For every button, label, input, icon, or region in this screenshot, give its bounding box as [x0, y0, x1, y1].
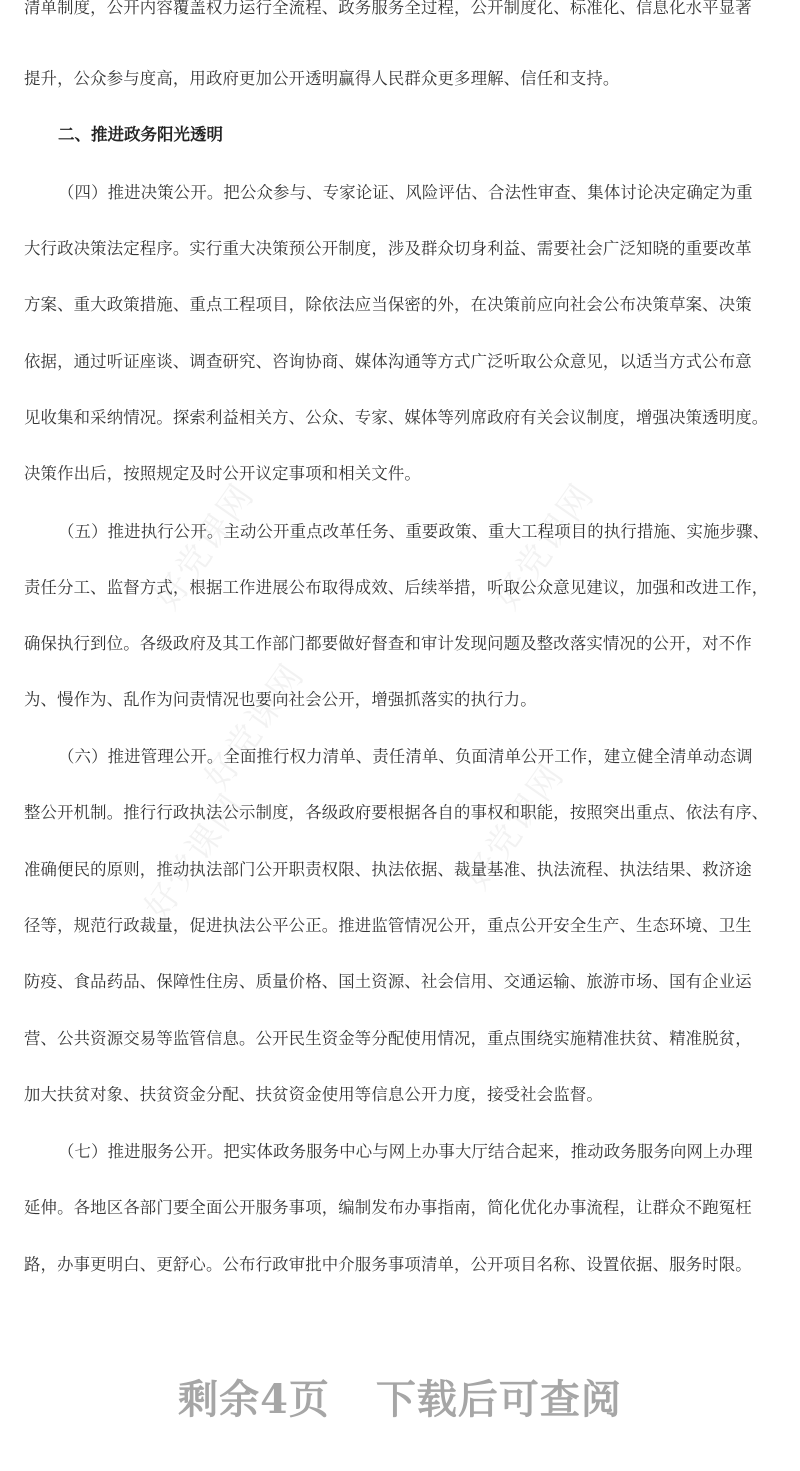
- paragraph-line: （七）推进服务公开。把实体政务服务中心与网上办事大厅结合起来，推动政务服务向网上办理: [58, 1142, 753, 1161]
- paragraph-line: （五）推进执行公开。主动公开重点改革任务、重要政策、重大工程项目的执行措施、实施步骤、: [58, 522, 770, 541]
- intro-line: 提升，公众参与度高，用政府更加公开透明赢得人民群众更多理解、信任和支持。: [24, 69, 620, 88]
- watermark: 好党课网: [147, 476, 263, 617]
- remaining-pages-label: 剩余4页: [178, 1376, 330, 1423]
- paragraph-line: 径等，规范行政裁量，促进执法公平公正。推进监管情况公开，重点公开安全生产、生态环境、卫生: [24, 916, 752, 935]
- paragraph-line: 防疫、食品药品、保障性住房、质量价格、国土资源、社会信用、交通运输、旅游市场、国有企业运: [24, 972, 752, 991]
- paragraph-line: 见收集和采纳情况。探索利益相关方、公众、专家、媒体等列席政府有关会议制度，增强决策透明度。: [24, 408, 769, 427]
- paragraph-line: 路，办事更明白、更舒心。公布行政审批中介服务事项清单，公开项目名称、设置依据、服务时限。: [24, 1255, 752, 1274]
- paragraph-line: 为、慢作为、乱作为问责情况也要向社会公开，增强抓落实的执行力。: [24, 690, 537, 709]
- watermark: 好党课网: [137, 786, 253, 927]
- watermark: 好党课网: [457, 756, 573, 897]
- paragraph-line: 方案、重大政策措施、重点工程项目，除依法应当保密的外，在决策前应向社会公布决策草案、决策: [24, 295, 752, 314]
- paragraph-line: 营、公共资源交易等监管信息。公开民生资金等分配使用情况，重点围绕实施精准扶贫、精准脱贫，: [24, 1029, 752, 1048]
- paragraph-line: 加大扶贫对象、扶贫资金分配、扶贫资金使用等信息公开力度，接受社会监督。: [24, 1085, 603, 1104]
- paragraph-line: 决策作出后，按照规定及时公开议定事项和相关文件。: [24, 464, 421, 483]
- download-prompt[interactable]: [0, 1368, 800, 1425]
- paragraph-line: 大行政决策法定程序。实行重大决策预公开制度，涉及群众切身利益、需要社会广泛知晓的重要改革: [24, 239, 752, 258]
- download-to-view-label: 下载后可查阅: [375, 1376, 622, 1423]
- paragraph-line: （六）推进管理公开。全面推行权力清单、责任清单、负面清单公开工作，建立健全清单动态调: [58, 747, 753, 766]
- section-heading: 二、推进政务阳光透明: [58, 125, 223, 144]
- paragraph-line: 准确便民的原则，推动执法部门公开职责权限、执法依据、裁量基准、执法流程、执法结果、救济途: [24, 860, 752, 879]
- paragraph-line: 整公开机制。推行行政执法公示制度，各级政府要根据各自的事权和职能，按照突出重点、依法有序、: [24, 803, 769, 822]
- watermark: 好党课网: [487, 476, 603, 617]
- paragraph-line: 确保执行到位。各级政府及其工作部门都要做好督查和审计发现问题及整改落实情况的公开，对不作: [24, 634, 752, 653]
- intro-line: 清单制度，公开内容覆盖权力运行全流程、政务服务全过程，公开制度化、标准化、信息化水平显著: [24, 0, 752, 17]
- paragraph-line: 延伸。各地区各部门要全面公开服务事项，编制发布办事指南，简化优化办事流程，让群众不跑冤枉: [24, 1198, 752, 1217]
- paragraph-line: 责任分工、监督方式，根据工作进展公布取得成效、后续举措，听取公众意见建议，加强和改进工作，: [24, 578, 769, 597]
- watermark: 好党课网: [197, 656, 313, 797]
- paragraph-line: 依据，通过听证座谈、调查研究、咨询协商、媒体沟通等方式广泛听取公众意见，以适当方式公布意: [24, 352, 752, 371]
- paragraph-line: （四）推进决策公开。把公众参与、专家论证、风险评估、合法性审查、集体讨论决定确定为重: [58, 183, 753, 202]
